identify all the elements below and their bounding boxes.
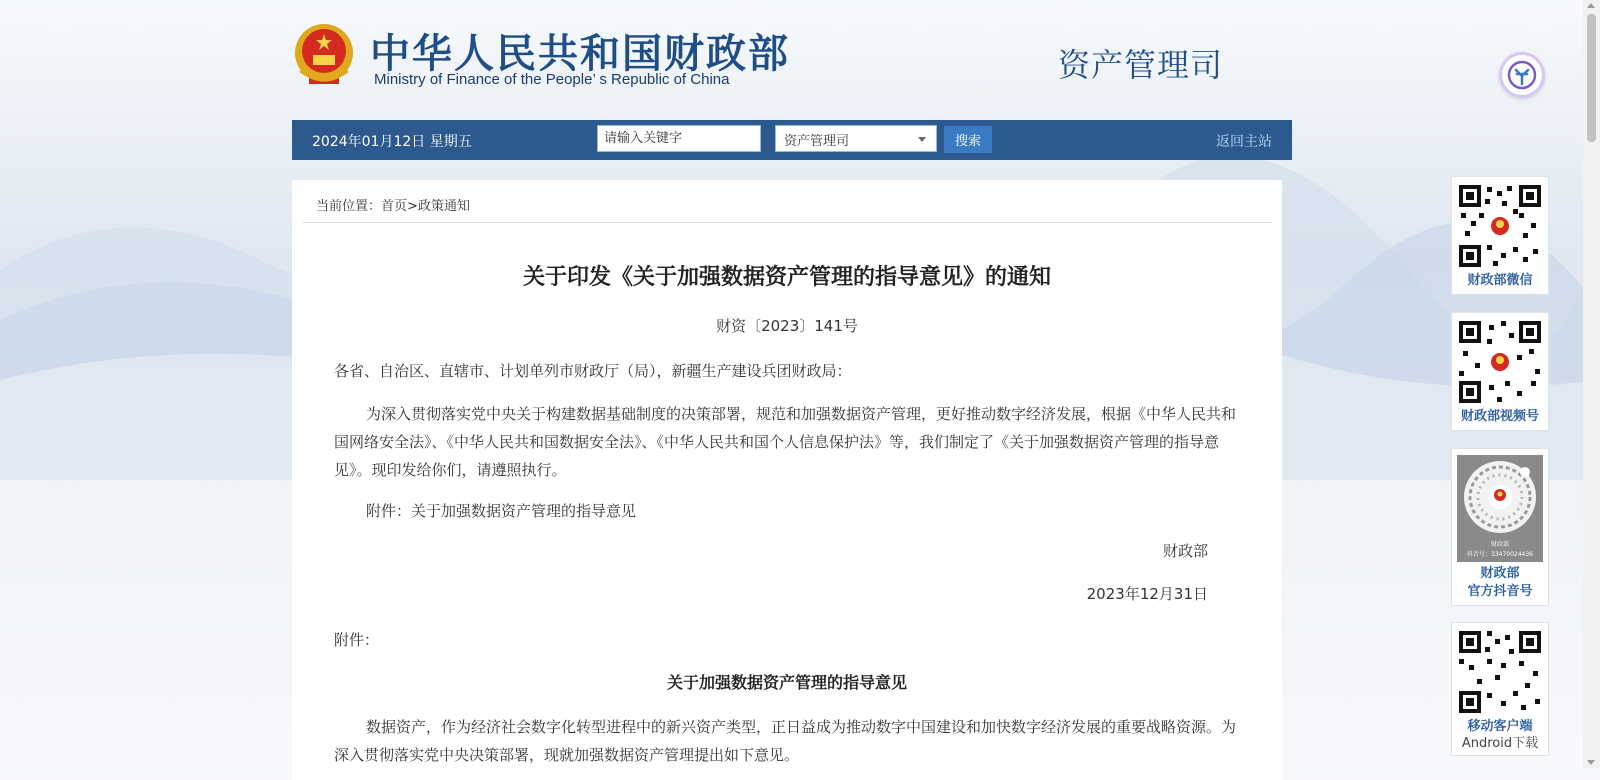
qr-sublabel: Android下载	[1461, 736, 1539, 751]
breadcrumb-home-link[interactable]: 首页	[381, 199, 408, 214]
site-name-en: Ministry of Finance of the People’ s Republic of China	[374, 71, 730, 88]
qr-label: 财政部视频号	[1460, 409, 1539, 424]
return-home-link[interactable]: 返回主站	[1216, 134, 1272, 150]
app-qr-icon	[1457, 629, 1543, 715]
douyin-qr-icon	[1457, 455, 1543, 562]
breadcrumb	[316, 195, 470, 214]
qr-card-video[interactable]	[1451, 312, 1549, 431]
annex-paragraph: 数据资产，作为经济社会数字化转型进程中的新兴资产类型，正日益成为推动数字中国建设和加快数字经济发展的重要战略资源。为深入贯彻落实党中央决策部署，现就加强数据资产管理提出如下意见。	[334, 718, 1237, 764]
site-header	[0, 0, 1600, 118]
search-button[interactable]: 搜索	[944, 126, 992, 153]
issuer-signature: 财政部	[1162, 542, 1208, 560]
nav-bar	[292, 120, 1292, 160]
search-input[interactable]	[597, 125, 761, 152]
annex-label: 附件：	[334, 631, 380, 649]
breadcrumb-prefix: 当前位置：	[316, 199, 382, 214]
national-emblem-icon[interactable]	[293, 22, 355, 88]
scroll-up-icon[interactable]	[1587, 3, 1595, 8]
douyin-caption: 财政部	[1490, 541, 1510, 548]
qr-card-wechat[interactable]	[1451, 176, 1549, 295]
video-qr-icon	[1457, 319, 1543, 405]
divider	[302, 222, 1272, 223]
qr-label: 移动客户端	[1467, 719, 1533, 734]
addressees: 各省、自治区、直辖市、计划单列市财政厅（局），新疆生产建设兵团财政局：	[334, 362, 852, 380]
accessibility-button[interactable]	[1499, 52, 1545, 98]
article-panel	[292, 180, 1282, 780]
breadcrumb-current-link[interactable]: 政策通知	[417, 199, 470, 214]
search-scope-select[interactable]	[775, 125, 937, 152]
document-number: 财资〔2023〕141号	[716, 317, 858, 335]
qr-label: 财政部微信	[1467, 273, 1533, 288]
current-date: 2024年01月12日 星期五	[312, 134, 472, 150]
qr-label: 财政部 官方抖音号	[1467, 566, 1533, 599]
annex-title: 关于加强数据资产管理的指导意见	[666, 673, 907, 692]
department-name: 资产管理司	[1058, 46, 1224, 84]
scroll-down-icon[interactable]	[1587, 760, 1595, 765]
breadcrumb-separator: >	[407, 199, 418, 214]
scrollbar[interactable]	[1583, 0, 1600, 768]
attachment-line: 附件：关于加强数据资产管理的指导意见	[366, 502, 637, 520]
site-name-cn: 中华人民共和国财政部	[370, 31, 790, 76]
article-title: 关于印发《关于加强数据资产管理的指导意见》的通知	[522, 265, 1051, 290]
article-paragraph: 为深入贯彻落实党中央关于构建数据基础制度的决策部署，规范和加强数据资产管理，更好推动数字经济发展，根据《中华人民共和国网络安全法》、《中华人民共和国数据安全法》、《中华人民共和国个人信息保护法》等，我们制定了《关于加强数据资产管理的指导意见》。现印发给你们，请遵照执行。	[334, 405, 1237, 479]
qr-card-app[interactable]	[1451, 622, 1549, 756]
wechat-qr-icon	[1457, 183, 1543, 269]
scroll-thumb[interactable]	[1587, 14, 1596, 142]
search-scope-value: 资产管理司	[784, 134, 850, 149]
qr-card-douyin[interactable]	[1451, 448, 1549, 606]
chevron-down-icon	[918, 137, 926, 142]
douyin-id: 抖音号：33470024436	[1467, 551, 1533, 558]
accessibility-icon	[1507, 60, 1537, 90]
issue-date: 2023年12月31日	[1086, 585, 1208, 603]
